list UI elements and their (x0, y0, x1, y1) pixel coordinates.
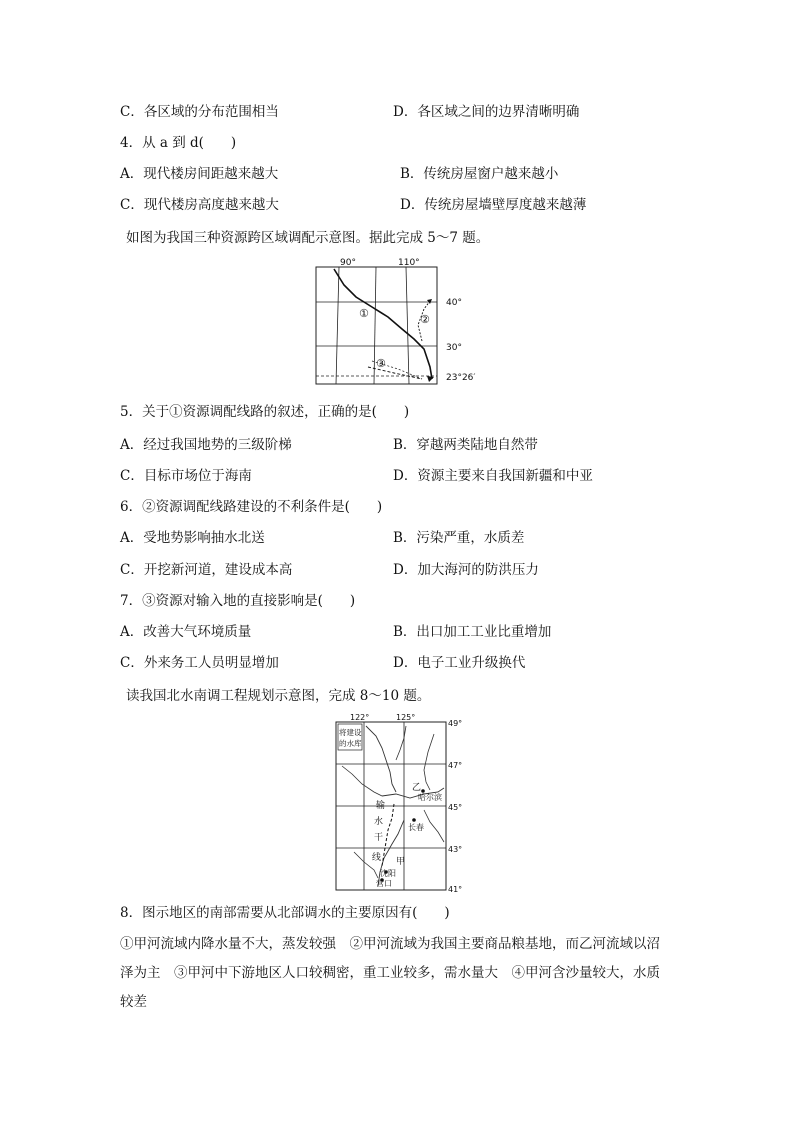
q3-option-c: C．各区域的分布范围相当 (120, 104, 279, 120)
lat-43-label: 43° (448, 845, 463, 854)
q5-option-d: D．资源主要来自我国新疆和中亚 (393, 468, 593, 484)
q5-option-a: A．经过我国地势的三级阶梯 (120, 437, 292, 453)
q6-option-d: D．加大海河的防洪压力 (393, 562, 539, 578)
river-yi-label: 乙 (412, 783, 422, 793)
changchun-dot (412, 818, 416, 822)
q6-option-b: B．污染严重，水质差 (393, 530, 525, 546)
reservoir-label-2: 的水库 (339, 739, 362, 748)
lon-125-label: 125° (396, 713, 416, 722)
lon-90-label: 90° (340, 258, 356, 268)
river-branch-1 (396, 726, 406, 760)
reservoir-label-1: 将建设 (339, 728, 362, 737)
harbin-label: 哈尔滨 (418, 793, 442, 802)
canal-label-2: 水 (374, 817, 384, 827)
river-branch-3 (342, 766, 382, 796)
q8-line-3: 较差 (120, 994, 147, 1010)
q6-option-c: C．开挖新河道，建设成本高 (120, 562, 293, 578)
q5-stem: 5．关于①资源调配线路的叙述，正确的是( ) (120, 404, 410, 420)
q7-option-d: D．电子工业升级换代 (393, 655, 526, 671)
q5-option-c: C．目标市场位于海南 (120, 468, 252, 484)
river-nen (366, 726, 396, 792)
river-branch-2 (424, 734, 434, 790)
q7-option-b: B．出口加工工业比重增加 (393, 624, 552, 640)
intro-5-7: 如图为我国三种资源跨区域调配示意图。据此完成 5～7 题。 (126, 230, 490, 246)
q7-option-a: A．改善大气环境质量 (120, 624, 252, 640)
q4-option-d: D．传统房屋墙壁厚度越来越薄 (400, 197, 587, 213)
q8-stem: 8．图示地区的南部需要从北部调水的主要原因有( ) (120, 905, 450, 921)
route-3-label: ③ (376, 357, 386, 370)
river-branch-4 (424, 810, 444, 842)
q6-option-a: A．受地势影响抽水北送 (120, 530, 265, 546)
lon-122-label: 122° (350, 713, 370, 722)
lon-110-label: 110° (398, 258, 420, 268)
river-jia-label: 甲 (396, 857, 406, 867)
canal-label-4: 线 (372, 853, 382, 863)
yingkou-label: 营口 (376, 879, 392, 888)
q4-option-b: B．传统房屋窗户越来越小 (400, 166, 559, 182)
q7-stem: 7．③资源对输入地的直接影响是( ) (120, 593, 356, 609)
map1-meridian-90 (336, 267, 339, 384)
route-2-label: ② (420, 313, 430, 326)
lat-49-label: 49° (448, 719, 463, 728)
q3-option-d: D．各区域之间的边界清晰明确 (393, 104, 580, 120)
q8-line-2: 泽为主 ③甲河中下游地区人口较稠密，重工业较多，需水量大 ④甲河含沙量较大，水质 (120, 965, 660, 981)
canal-label-1: 输 (376, 801, 386, 811)
lat-47-label: 47° (448, 761, 463, 770)
changchun-label: 长春 (408, 823, 424, 832)
route-1-arrowhead (427, 376, 434, 382)
shenyang-label: 沈阳 (380, 869, 396, 878)
lat-30-label: 30° (446, 343, 462, 353)
canal-label-3: 干 (374, 833, 384, 843)
q6-stem: 6．②资源调配线路建设的不利条件是( ) (120, 499, 383, 515)
lat-tropic-label: 23°26′ (446, 373, 476, 383)
north-south-water-map (334, 712, 474, 894)
resource-transfer-map (314, 255, 484, 388)
q8-line-1: ①甲河流域内降水量不大，蒸发较强 ②甲河流域为我国主要商品粮基地，而乙河流域以沼 (120, 936, 660, 952)
q4-option-a: A．现代楼房间距越来越大 (120, 166, 279, 182)
lat-41-label: 41° (448, 885, 463, 894)
intro-8-10: 读我国北水南调工程规划示意图，完成 8～10 题。 (126, 688, 431, 704)
map1-meridian-110 (406, 267, 409, 384)
route-1-label: ① (359, 307, 369, 320)
water-canal-line (382, 804, 394, 866)
lat-45-label: 45° (448, 803, 463, 812)
q4-stem: 4．从 a 到 d( ) (120, 135, 237, 151)
lat-40-label: 40° (446, 298, 462, 308)
q5-option-b: B．穿越两类陆地自然带 (393, 437, 538, 453)
q7-option-c: C．外来务工人员明显增加 (120, 655, 279, 671)
q4-option-c: C．现代楼房高度越来越大 (120, 197, 279, 213)
